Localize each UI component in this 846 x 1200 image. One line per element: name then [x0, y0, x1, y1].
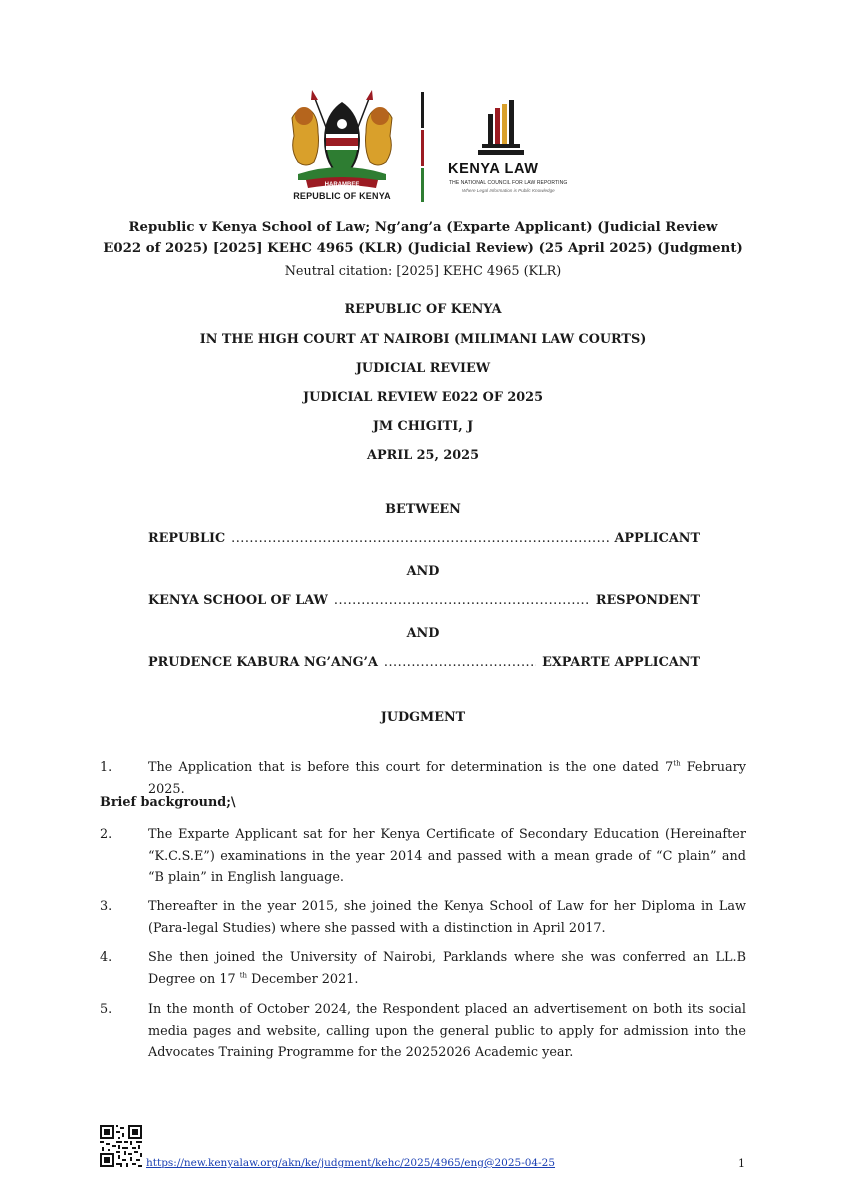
- paragraph-text: Thereafter in the year 2015, she joined the Kenya School of Law for her Diploma in Law (Para-legal Studies) where she passed with a distinction in April 2017.: [148, 899, 746, 936]
- party-role: EXPARTE APPLICANT: [542, 655, 700, 670]
- paragraph-number: 5.: [100, 1002, 113, 1017]
- paragraph-text: She then joined the University of Nairobi, Parklands where she was conferred an LL.B Degree on 17 $^{th}$ December 2021.: [148, 950, 746, 987]
- brief-background-heading: Brief background;\: [100, 795, 236, 810]
- coat-of-arms-caption: REPUBLIC OF KENYA: [293, 191, 391, 201]
- party-name: PRUDENCE KABURA NG’ANG’A: [148, 655, 378, 670]
- case-title: [0, 217, 846, 259]
- and-label: AND: [406, 626, 440, 641]
- division: JUDICIAL REVIEW: [355, 361, 491, 376]
- paragraph-number: 2.: [100, 827, 113, 842]
- paragraph-number: 4.: [100, 950, 113, 965]
- leader-dots: [384, 655, 536, 670]
- party-name: REPUBLIC: [148, 531, 226, 546]
- party-row: [148, 655, 700, 670]
- paragraph-text: In the month of October 2024, the Respondent placed an advertisement on both its social media pages and website, calling upon the general public to apply for admission into the Advocates Training Programme for the 20252026 Academic year.: [148, 1002, 746, 1060]
- judgment-paragraph: [100, 999, 746, 1064]
- judgment-paragraph: [100, 824, 746, 889]
- judge-name: JM CHIGITI, J: [372, 419, 474, 434]
- leader-dots: [231, 531, 608, 546]
- party-row: [148, 531, 700, 546]
- party-role: APPLICANT: [614, 531, 700, 546]
- case-number: JUDICIAL REVIEW E022 OF 2025: [303, 390, 543, 405]
- paragraph-text: The Exparte Applicant sat for her Kenya Certificate of Secondary Education (Hereinafter “K.C.S.E”) examinations in the year 2014 and passed with a mean grade of “C plain” and “B plain” in English language.: [148, 827, 746, 885]
- header-logos: [0, 88, 846, 206]
- judgment-paragraph: [100, 947, 746, 990]
- paragraph-text: The Application that is before this court for determination is the one dated 7th February 2025.: [148, 759, 746, 797]
- judgment-url-link[interactable]: https://new.kenyalaw.org/akn/ke/judgment/kehc/2025/4965/eng@2025-04-25: [146, 1157, 556, 1169]
- case-title-line-1: Republic v Kenya School of Law; Ng’ang’a (Exparte Applicant) (Judicial Review: [128, 220, 718, 235]
- judgment-paragraph: [100, 896, 746, 939]
- party-name: KENYA SCHOOL OF LAW: [148, 593, 328, 608]
- kenya-law-subtitle: THE NATIONAL COUNCIL FOR LAW REPORTING: [449, 180, 568, 186]
- judgment-heading: JUDGMENT: [380, 710, 466, 725]
- court-name: IN THE HIGH COURT AT NAIROBI (MILIMANI LAW COURTS): [199, 332, 647, 347]
- party-row: [148, 593, 700, 608]
- judgment-date: APRIL 25, 2025: [367, 448, 479, 463]
- republic-heading: REPUBLIC OF KENYA: [344, 302, 502, 317]
- judgment-paragraph: [100, 757, 746, 800]
- leader-dots: [334, 593, 590, 608]
- paragraph-number: 3.: [100, 899, 113, 914]
- kenya-law-tagline: Where Legal Information is Public Knowledge: [462, 188, 555, 193]
- qr-code-icon: [100, 1125, 142, 1167]
- coat-of-arms-icon: [284, 88, 400, 200]
- case-title-line-2: E022 of 2025) [2025] KEHC 4965 (KLR) (Judicial Review) (25 April 2025) (Judgment): [103, 241, 743, 256]
- divider-bar-icon: [420, 92, 425, 202]
- and-label: AND: [406, 564, 440, 579]
- between-label: BETWEEN: [385, 502, 461, 517]
- kenya-law-pillars-icon: [478, 100, 524, 156]
- party-role: RESPONDENT: [595, 593, 700, 608]
- kenya-law-name: KENYA LAW: [448, 161, 539, 177]
- neutral-citation: Neutral citation: [2025] KEHC 4965 (KLR): [284, 264, 562, 279]
- page-number: 1: [738, 1157, 745, 1170]
- motto-text: HARAMBEE: [324, 182, 360, 188]
- paragraph-number: 1.: [100, 760, 113, 775]
